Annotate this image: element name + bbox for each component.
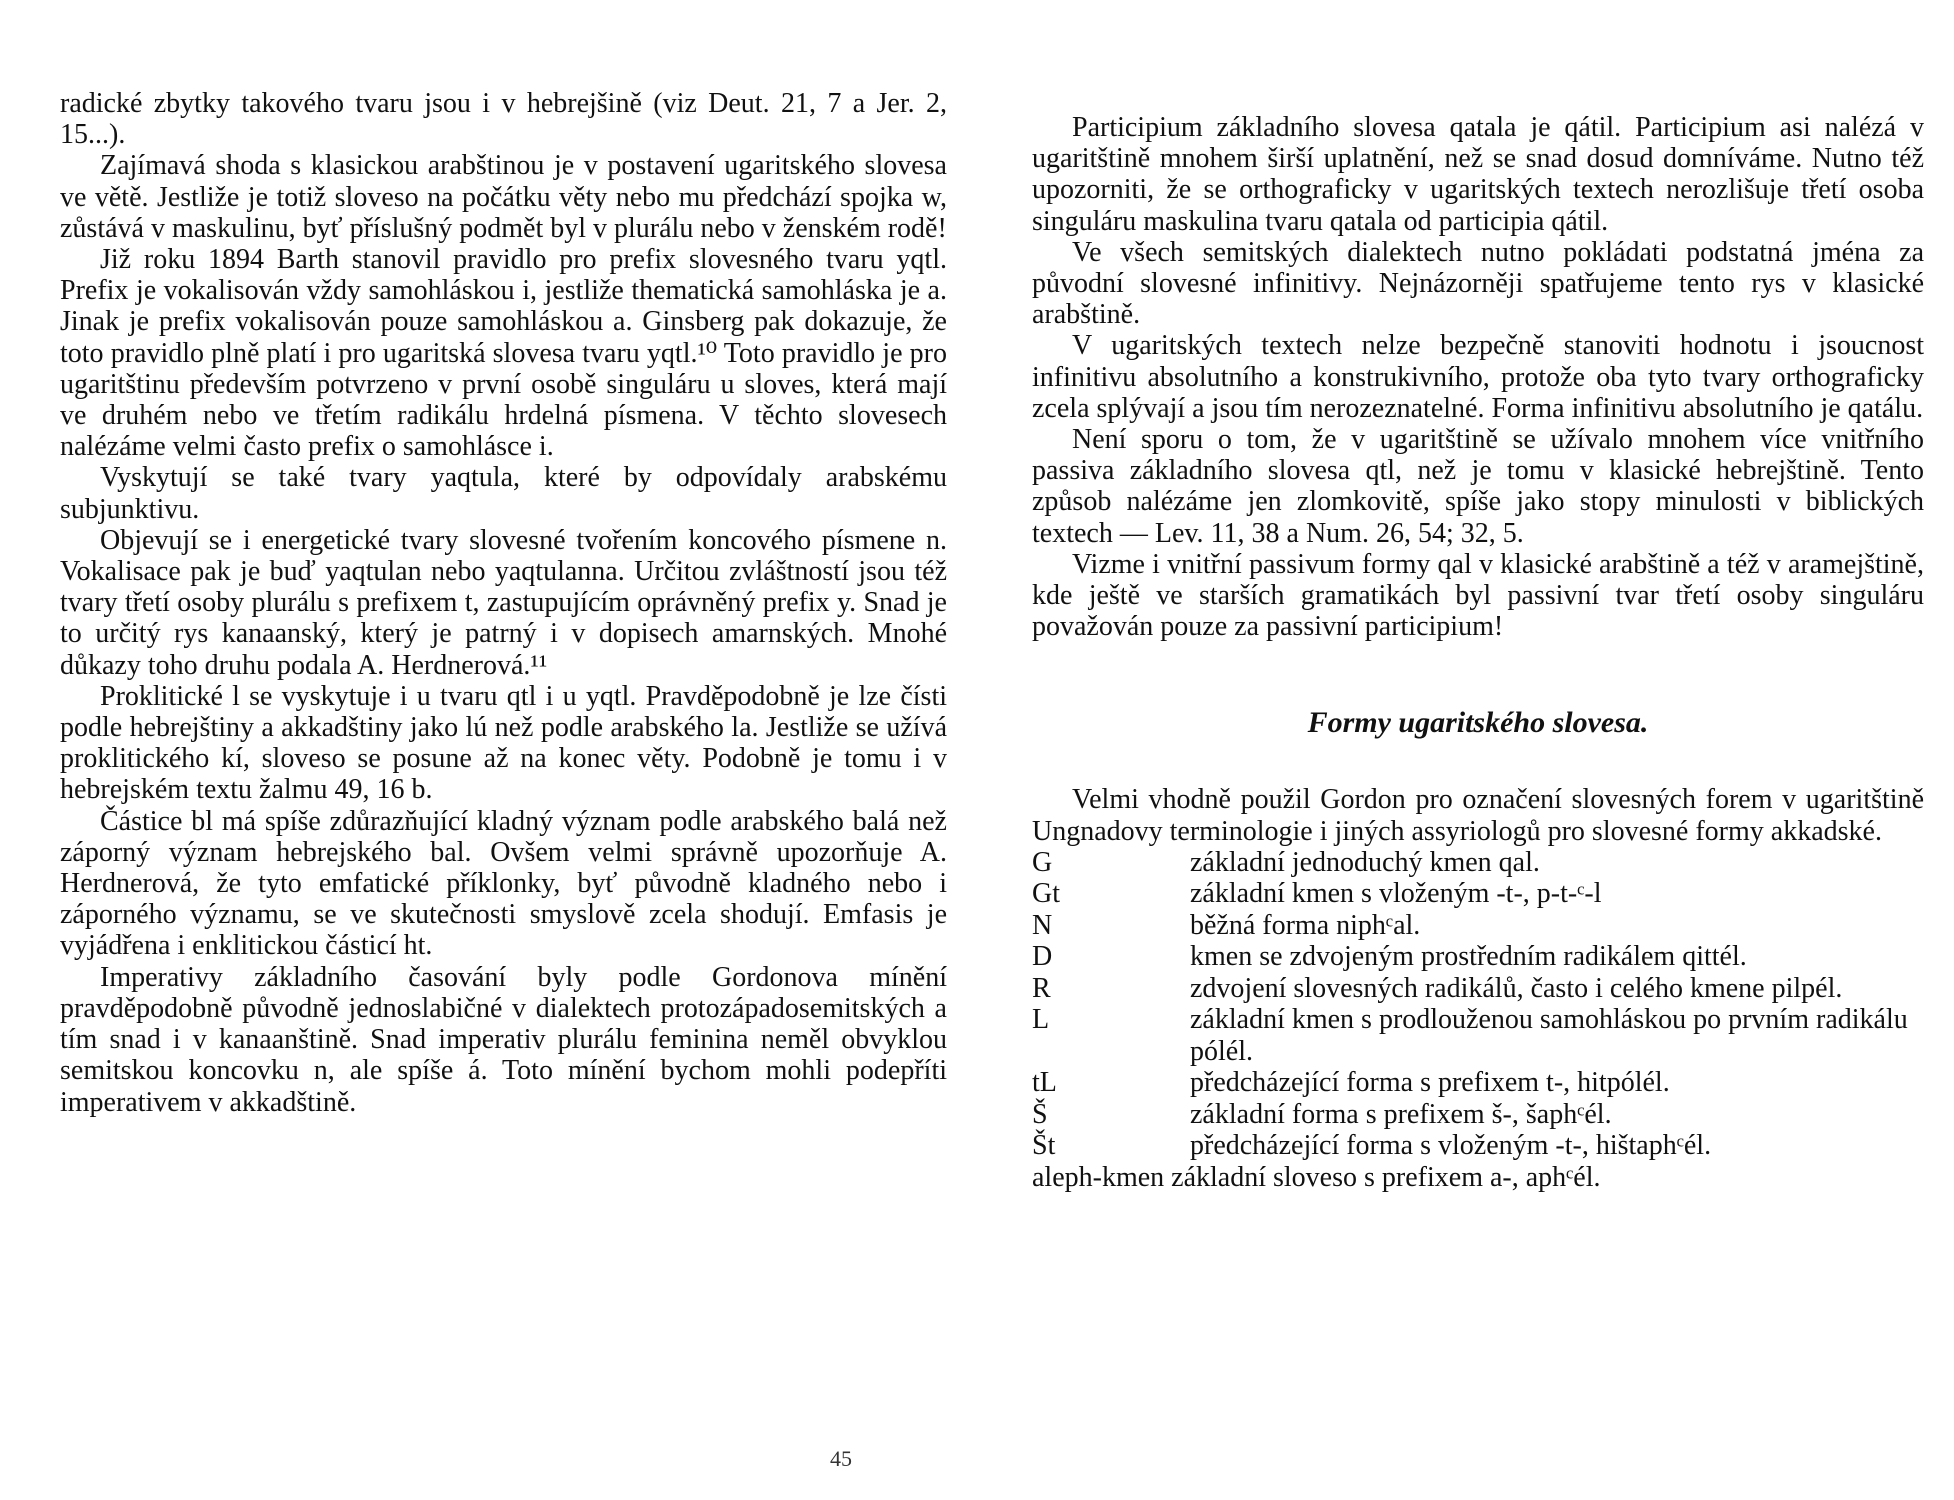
form-row-g bbox=[1032, 847, 1924, 879]
form-desc: základní kmen s prodlouženou samohláskou po prvním radikálu pólél. bbox=[1190, 1004, 1908, 1067]
left-paragraph-7: Částice bl má spíše zdůrazňující kladný význam podle arabského balá než záporný význam hebrejského bal. Ovšem velmi správně upozorňuje A. Herdnerová, že tyto emfatické příklonky, byť původně kladného nebo i záporného významu, se ve skutečnosti smyslově zcela shodují. Emfasis je vyjádřena i enklitickou částicí ht. bbox=[60, 805, 947, 962]
form-desc: základní kmen s vloženým -t-, p-t-ᶜ-l bbox=[1190, 878, 1602, 910]
form-abbr: Š bbox=[1032, 1098, 1048, 1130]
form-row-l bbox=[1032, 1004, 1924, 1067]
form-desc: kmen se zdvojeným prostředním radikálem qittél. bbox=[1190, 941, 1747, 973]
form-row-d bbox=[1032, 941, 1924, 973]
right-paragraph-2: Ve všech semitských dialektech nutno pokládati podstatná jména za původní slovesné infinitivy. Nejnázorněji spatřujeme tento rys v klasické arabštině. bbox=[1032, 236, 1924, 331]
right-page bbox=[977, 0, 1954, 1500]
form-row-gt bbox=[1032, 878, 1924, 910]
form-desc: základní forma s prefixem š-, šaphᶜél. bbox=[1190, 1098, 1612, 1130]
form-desc: předcházející forma s vloženým -t-, hištaphᶜél. bbox=[1190, 1130, 1712, 1162]
form-row-tl bbox=[1032, 1067, 1924, 1099]
form-abbr: L bbox=[1032, 1004, 1050, 1036]
form-row-r bbox=[1032, 973, 1924, 1005]
section-heading: Formy ugaritského slovesa. bbox=[1307, 706, 1649, 740]
form-abbr: Gt bbox=[1032, 878, 1060, 910]
left-paragraph-6: Proklitické l se vyskytuje i u tvaru qtl i u yqtl. Pravděpodobně je lze čísti podle hebrejštiny a akkadštiny jako lú než podle arabského la. Jestliže se užívá proklitického kí, sloveso se posune až na konec věty. Podobně je tomu i v hebrejském textu žalmu 49, 16 b. bbox=[60, 680, 947, 806]
left-paragraph-4: Vyskytují se také tvary yaqtula, které by odpovídaly arabskému subjunktivu. bbox=[60, 462, 947, 525]
form-abbr: N bbox=[1032, 909, 1053, 941]
form-abbr: G bbox=[1032, 846, 1053, 878]
form-row-aleph: aleph-kmen základní sloveso s prefixem a-, aphᶜél. bbox=[1032, 1161, 1601, 1193]
verb-forms-list bbox=[1032, 847, 1924, 1194]
form-abbr: Št bbox=[1032, 1130, 1056, 1162]
form-desc: předcházející forma s prefixem t-, hitpólél. bbox=[1190, 1067, 1670, 1099]
form-abbr: tL bbox=[1032, 1067, 1057, 1099]
right-paragraph-3: V ugaritských textech nelze bezpečně stanoviti hodnotu i jsoucnost infinitivu absolutního a konstrukivního, protože oba tyto tvary orthograficky zcela splývají a jsou tím nerozeznatelné. Forma infinitivu absolutního je qatálu. bbox=[1032, 330, 1924, 424]
left-paragraph-5: Objevují se i energetické tvary slovesné tvořením koncového písmene n. Vokalisace pak je buď yaqtulan nebo yaqtulanna. Určitou zvláštností jsou též tvary třetí osoby plurálu s prefixem t, zastupujícím oprávněný prefix y. Snad je to určitý rys kanaanský, který je patrný i v dopisech amarnských. Mnohé důkazy toho druhu podala A. Herdnerová.¹¹ bbox=[60, 524, 947, 681]
form-abbr: D bbox=[1032, 941, 1053, 973]
right-paragraph-4: Není sporu o tom, že v ugaritštině se užívalo mnohem více vnitřního passiva základního slovesa qtl, než je tomu v klasické hebrejštině. Tento způsob nalézáme jen zlomkovitě, spíše jako stopy minulosti v biblických textech — Lev. 11, 38 a Num. 26, 54; 32, 5. bbox=[1032, 424, 1924, 549]
page-number: 45 bbox=[830, 1446, 852, 1471]
form-desc: běžná forma niphᶜal. bbox=[1190, 909, 1421, 941]
left-paragraph-2: Zajímavá shoda s klasickou arabštinou je v postavení ugaritského slovesa ve větě. Jestliže je totiž sloveso na počátku věty nebo mu předchází spojka w, zůstává v maskulinu, byť příslušný podmět byl v plurálu nebo v ženském rodě! bbox=[60, 150, 947, 244]
form-row-s bbox=[1032, 1099, 1924, 1131]
form-desc: zdvojení slovesných radikálů, často i celého kmene pilpél. bbox=[1190, 972, 1843, 1004]
left-paragraph-1: radické zbytky takového tvaru jsou i v hebrejšině (viz Deut. 21, 7 a Jer. 2, 15...). bbox=[60, 88, 947, 151]
right-paragraph-5: Vizme i vnitřní passivum formy qal v klasické arabštině a též v aramejštině, kde ještě ve starších gramatikách byl passivní tvar třetí osoby singuláru považován pouze za passivní participium! bbox=[1032, 548, 1924, 643]
left-paragraph-8: Imperativy základního časování byly podle Gordonova mínění pravděpodobně původně jednoslabičné v dialektech protozápadosemitských a tím snad i v kanaanštině. Snad imperativ plurálu feminina neměl obvyklou semitskou koncovku n, ale spíše á. Toto mínění bychom mohli podepříti imperativem v akkadštině. bbox=[60, 961, 947, 1118]
form-desc: základní jednoduchý kmen qal. bbox=[1190, 846, 1540, 878]
form-row-n bbox=[1032, 910, 1924, 942]
forms-intro: Velmi vhodně použil Gordon pro označení slovesných forem v ugaritštině Ungnadovy terminologie i jiných assyriologů pro slovesné formy akkadské. bbox=[1032, 784, 1924, 847]
left-paragraph-3: Již roku 1894 Barth stanovil pravidlo pro prefix slovesného tvaru yqtl. Prefix je vokalisován vždy samohláskou i, jestliže thematická samohláska je a. Jinak je prefix vokalisován pouze samohláskou a. Ginsberg pak dokazuje, že toto pravidlo plně platí i pro ugaritská slovesa tvaru yqtl.¹⁰ Toto pravidlo je pro ugaritštinu především potvrzeno v první osobě singuláru u sloves, která mají ve druhém nebo ve třetím radikálu hrdelná písmena. V těchto slovesech nalézáme velmi často prefix o samohlásce i. bbox=[60, 244, 947, 463]
form-row-st bbox=[1032, 1130, 1924, 1162]
right-paragraph-1: Participium základního slovesa qatala je qátil. Participium asi nalézá v ugaritštině mnohem širší uplatnění, než se snad dosud domníváme. Nutno též upozorniti, že se orthograficky v ugaritských textech nerozlišuje třetí osoba singuláru maskulina tvaru qatala od participia qátil. bbox=[1032, 112, 1924, 237]
form-abbr: R bbox=[1032, 972, 1051, 1004]
